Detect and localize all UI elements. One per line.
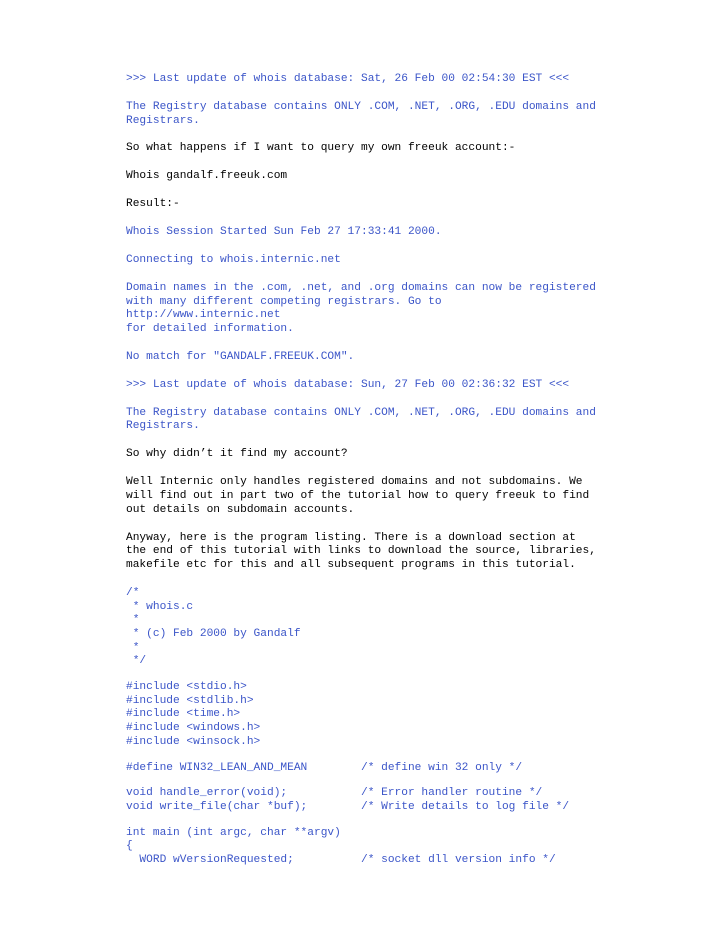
text-line: /*: [126, 586, 140, 599]
text-line: Registrars.: [126, 420, 200, 433]
text-line: Well Internic only handles registered domains and not subdomains. We: [126, 476, 583, 489]
text-line: Whois gandalf.freeuk.com: [126, 170, 288, 183]
text-line: So why didn’t it find my account?: [126, 448, 348, 461]
text-line: int main (int argc, char **argv): [126, 826, 341, 839]
document-page: [126, 73, 606, 880]
text-line: out details on subdomain accounts.: [126, 503, 355, 516]
text-block: [126, 226, 606, 240]
text-block: [126, 587, 606, 669]
text-block: [126, 407, 606, 434]
text-line: #include <stdlib.h>: [126, 694, 254, 707]
text-block: [126, 73, 606, 87]
text-block: [126, 762, 606, 776]
text-block: [126, 282, 606, 337]
text-line: the end of this tutorial with links to download the source, libraries,: [126, 545, 596, 558]
text-line: {: [126, 840, 133, 853]
text-line: with many different competing registrars. Go to: [126, 295, 442, 308]
text-line: will find out in part two of the tutorial how to query freeuk to find: [126, 489, 590, 502]
text-line: #define WIN32_LEAN_AND_MEAN /* define win 32 only */: [126, 761, 523, 774]
text-block: [126, 170, 606, 184]
text-line: http://www.internic.net: [126, 309, 281, 322]
text-line: Connecting to whois.internic.net: [126, 254, 341, 267]
text-line: Anyway, here is the program listing. There is a download section at: [126, 531, 576, 544]
text-line: Whois Session Started Sun Feb 27 17:33:41 2000.: [126, 226, 442, 239]
text-block: [126, 379, 606, 393]
text-line: for detailed information.: [126, 323, 294, 336]
text-line: Registrars.: [126, 114, 200, 127]
text-line: So what happens if I want to query my own freeuk account:-: [126, 142, 516, 155]
text-line: * whois.c: [126, 600, 194, 613]
text-line: *: [126, 614, 140, 627]
text-line: #include <time.h>: [126, 708, 241, 721]
text-block: [126, 351, 606, 365]
text-block: [126, 142, 606, 156]
text-line: #include <stdio.h>: [126, 681, 247, 694]
text-line: Result:-: [126, 198, 180, 211]
text-line: No match for "GANDALF.FREEUK.COM".: [126, 350, 355, 363]
text-block: [126, 827, 606, 868]
text-line: #include <windows.h>: [126, 722, 261, 735]
text-line: *: [126, 641, 140, 654]
text-block: [126, 448, 606, 462]
text-line: >>> Last update of whois database: Sat, 26 Feb 00 02:54:30 EST <<<: [126, 73, 570, 85]
text-line: #include <winsock.h>: [126, 735, 261, 748]
text-line: WORD wVersionRequested; /* socket dll version info */: [126, 854, 556, 867]
text-line: The Registry database contains ONLY .COM, .NET, .ORG, .EDU domains and: [126, 406, 596, 419]
text-line: Domain names in the .com, .net, and .org domains can now be registered: [126, 281, 596, 294]
text-block: [126, 476, 606, 517]
text-block: [126, 787, 606, 814]
text-line: void write_file(char *buf); /* Write details to log file */: [126, 800, 570, 813]
text-line: * (c) Feb 2000 by Gandalf: [126, 627, 301, 640]
text-line: makefile etc for this and all subsequent programs in this tutorial.: [126, 558, 576, 571]
text-line: */: [126, 655, 147, 668]
text-block: [126, 681, 606, 750]
text-line: >>> Last update of whois database: Sun, 27 Feb 00 02:36:32 EST <<<: [126, 378, 570, 391]
text-block: [126, 101, 606, 128]
text-block: [126, 254, 606, 268]
text-line: The Registry database contains ONLY .COM, .NET, .ORG, .EDU domains and: [126, 100, 596, 113]
text-block: [126, 532, 606, 573]
text-block: [126, 198, 606, 212]
text-line: void handle_error(void); /* Error handler routine */: [126, 787, 543, 800]
